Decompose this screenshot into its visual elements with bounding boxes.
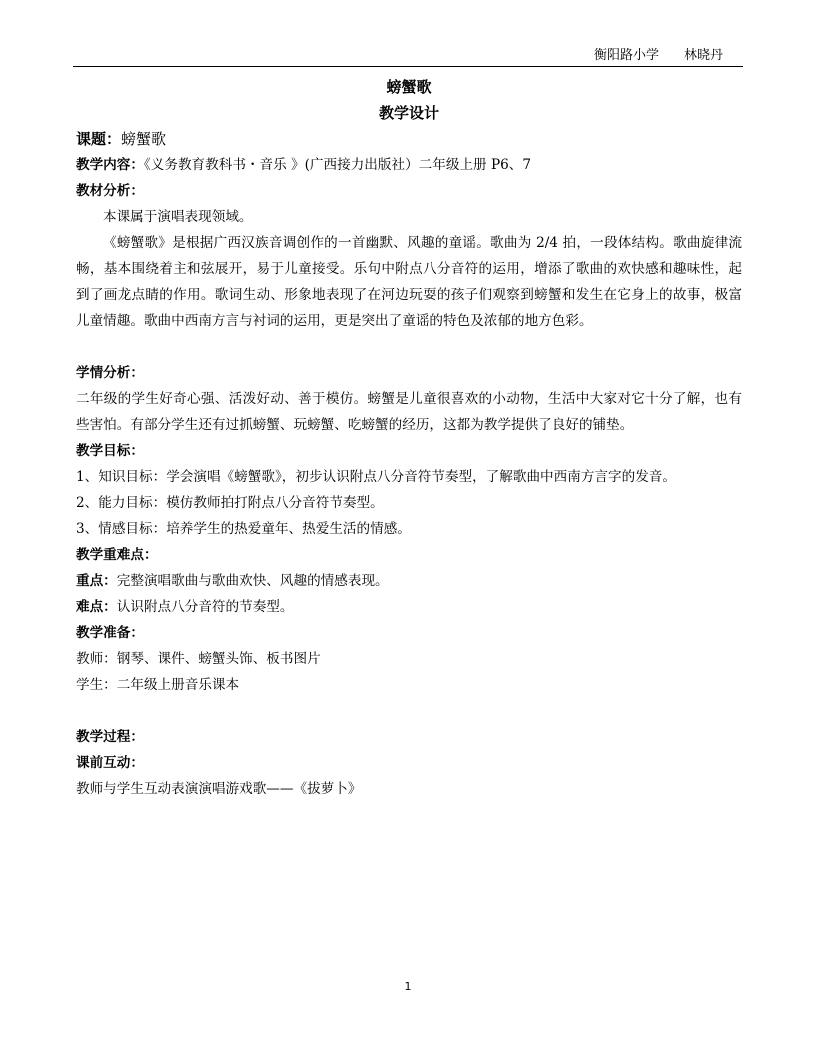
page-header [0, 44, 816, 64]
topic-label: 课题： [76, 130, 122, 148]
goal-item: 1、知识目标：学会演唱《螃蟹歌》，初步认识附点八分音符节奏型，了解歌曲中西南方言字的发音。 [76, 469, 676, 485]
content-value: 《义务教育教科书・音乐 》(广西接力出版社）二年级上册 P6、7 [143, 157, 531, 173]
focus-text: 完整演唱歌曲与歌曲欢快、风趣的情感表现。 [116, 573, 389, 589]
prep-teacher: 教师：钢琴、课件、螃蟹头饰、板书图片 [76, 651, 321, 667]
focus-line [76, 568, 742, 594]
page-number: 1 [404, 980, 412, 993]
material-label: 教材分析： [76, 183, 144, 199]
header-school: 衡阳路小学 [594, 48, 660, 63]
students-label: 学情分析： [76, 365, 144, 381]
spacer [76, 334, 742, 360]
topic-value: 螃蟹歌 [121, 130, 167, 148]
difficulty-text: 认识附点八分音符的节奏型。 [116, 599, 294, 615]
prep-label: 教学准备： [76, 625, 144, 641]
goals-label: 教学目标： [76, 443, 144, 459]
header-divider [73, 66, 743, 67]
goal-item: 3、情感目标：培养学生的热爱童年、热爱生活的情感。 [76, 521, 411, 537]
header-author: 林晓丹 [684, 48, 724, 63]
material-paragraph: 《螃蟹歌》是根据广西汉族音调创作的一首幽默、风趣的童谣。歌曲为 2/4 拍，一段体结构。歌曲旋律流畅，基本围绕着主和弦展开，易于儿童接受。乐句中附点八分音符的运用，增添了歌曲的欢快感和趣味性，起到了画龙点睛的作用。歌词生动、形象地表现了在河边玩耍的孩子们观察到螃蟹和发生在它身上的故事，极富儿童情趣。歌曲中西南方言与衬词的运用，更是突出了童谣的特色及浓郁的地方色彩。 [76, 235, 742, 329]
pre-interaction-label: 课前互动： [76, 755, 144, 771]
focus-label: 重点： [76, 573, 117, 589]
keypoints-label: 教学重难点： [76, 547, 158, 563]
content-line [76, 152, 742, 178]
difficulty-label: 难点： [76, 599, 117, 615]
material-intro: 本课属于演唱表现领域。 [103, 209, 253, 225]
content-label: 教学内容： [76, 157, 144, 173]
spacer [76, 698, 742, 724]
prep-student: 学生：二年级上册音乐课本 [76, 677, 240, 693]
goal-item: 2、能力目标：模仿教师拍打附点八分音符节奏型。 [76, 495, 384, 511]
topic-line [76, 126, 742, 152]
document-body [76, 74, 742, 802]
students-paragraph: 二年级的学生好奇心强、活泼好动、善于模仿。螃蟹是儿童很喜欢的小动物，生活中大家对它十分了解，也有些害怕。有部分学生还有过抓螃蟹、玩螃蟹、吃螃蟹的经历，这都为教学提供了良好的铺垫。 [76, 391, 742, 433]
pre-interaction-text: 教师与学生互动表演演唱游戏歌——《拔萝卜》 [76, 781, 362, 797]
difficulty-line [76, 594, 742, 620]
document-subtitle: 教学设计 [378, 104, 439, 122]
document-title: 螃蟹歌 [386, 78, 432, 96]
process-label: 教学过程： [76, 729, 144, 745]
